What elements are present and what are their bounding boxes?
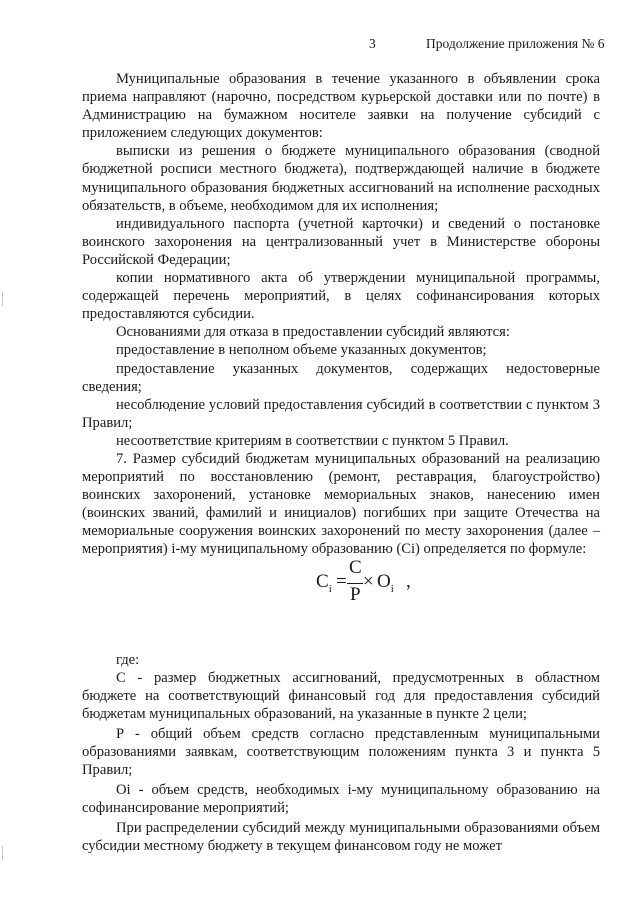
definition-p: Р - общий объем средств согласно представленным муниципальными образованиями заявкам, соответствующим положениям пункта 3 и пункта 5 Правил; [82, 725, 600, 779]
definition-c: С - размер бюджетных ассигнований, предусмотренных в областном бюджете на соответствующий финансовый год для предоставления субсидий бюджетам муниципальных образований, на указанные в пункте 2 цели; [82, 669, 600, 722]
appendix-continuation-label: Продолжение приложения № 6 [426, 36, 605, 51]
formula-trail: , [406, 570, 411, 592]
paragraph: индивидуального паспорта (учетной карточки) и сведений о постановке воинского захоронения на централизованный учет в Министерстве обороны Российской Федерации; [82, 215, 600, 268]
paragraph: выписки из решения о бюджете муниципального образования (сводной бюджетной росписи местного бюджета), подтверждающей наличие в бюджете муниципального образования бюджетных ассигнований на исполнение расходных обязательств, в объеме, необходимом для их исполнения; [82, 143, 600, 214]
paragraph: несоответствие критериям в соответствии с пунктом 5 Правил. [116, 432, 509, 449]
formula-lhs: $C_i$ [316, 570, 332, 595]
scan-edge-mark [2, 292, 3, 306]
paragraph: копии нормативного акта об утверждении муниципальной программы, содержащей перечень мероприятий, в целях софинансирования которых предоставляются субсидии. [82, 270, 600, 323]
formula-factor: $O_i$ [377, 570, 394, 595]
definition-oi: Oi - объем средств, необходимых i-му муниципальному образованию на софинансирование мероприятий; [82, 782, 600, 817]
formula-numerator: C [349, 556, 362, 578]
formula-times: × [363, 570, 374, 592]
formula-denominator: P [350, 583, 361, 605]
paragraph: Муниципальные образования в течение указанного в объявлении срока приема направляют (нарочно, посредством курьерской доставки или по почте) в Администрацию на бумажном носителе заявки на получение субсидий с приложением следующих документов: [82, 71, 600, 142]
paragraph: При распределении субсидий между муниципальными образованиями объем субсидии местному бюджету в текущем финансовом году не может [82, 820, 600, 855]
where-label: где: [116, 651, 140, 668]
page-number: 3 [369, 36, 376, 51]
paragraph: предоставление указанных документов, содержащих недостоверные сведения; [82, 360, 600, 395]
paragraph: 7. Размер субсидий бюджетам муниципальных образований на реализацию мероприятий по восстановлению (ремонт, реставрация, благоустройство) воинских захоронений, установке мемориальных знаков, нанесению имен (воинских званий, фамилий и инициалов) погибших при защите Отечества на мемориальные сооружения воинских захоронений по месту захоронения (далее – мероприятия) i-му муниципальному образованию (Ci) определяется по формуле: [82, 450, 600, 558]
paragraph: Основаниями для отказа в предоставлении субсидий являются: [116, 324, 510, 341]
document-body [82, 70, 600, 856]
formula-equals: = [336, 570, 347, 592]
paragraph: несоблюдение условий предоставления субсидий в соответствии с пунктом 3 Правил; [82, 396, 600, 431]
scan-edge-mark [2, 846, 3, 860]
subsidy-formula [82, 556, 600, 651]
paragraph: предоставление в неполном объеме указанных документов; [116, 342, 487, 359]
